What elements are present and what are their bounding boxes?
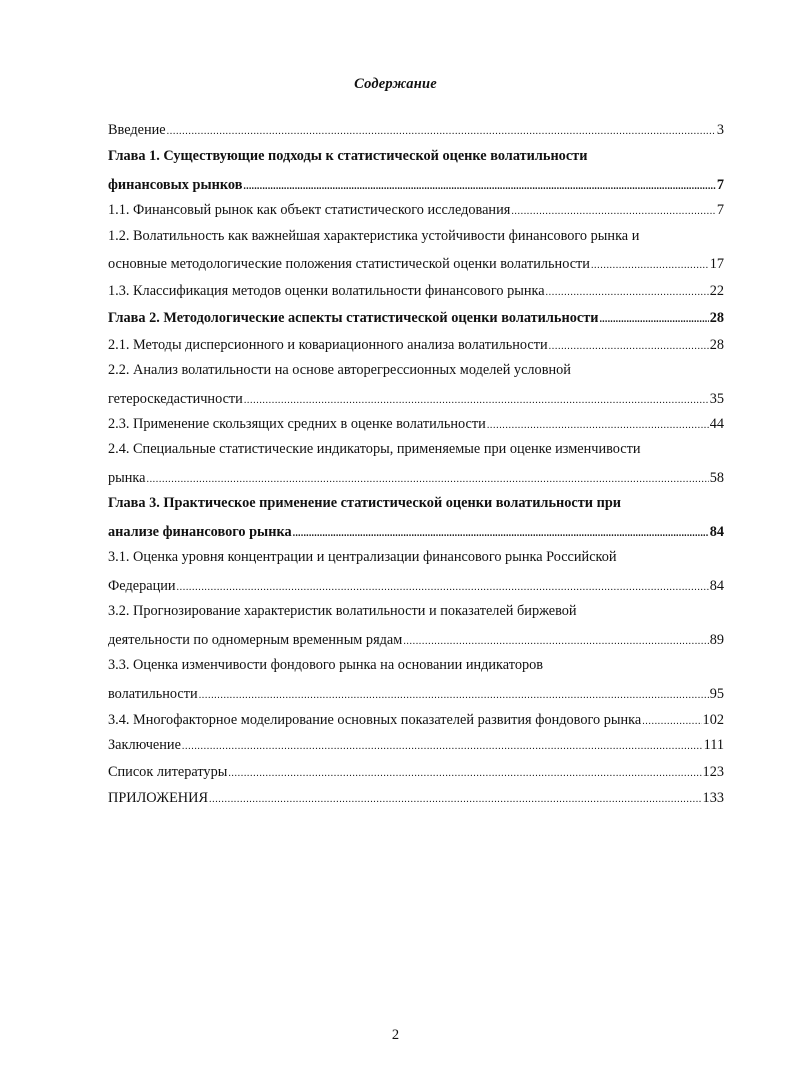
- toc-entry-text: Федерации: [108, 578, 176, 594]
- toc-page-number: 84: [709, 578, 724, 594]
- toc-entry[interactable]: [108, 684, 724, 704]
- toc-page-number: 3: [716, 122, 724, 138]
- toc-entry[interactable]: [108, 710, 724, 730]
- toc-leader-dots: [599, 308, 708, 322]
- toc-leader-dots: [403, 630, 708, 644]
- toc-entry-text: 2.2. Анализ волатильности на основе авторегрессионных моделей условной: [108, 362, 571, 378]
- toc-entry-text: 2.3. Применение скользящих средних в оценке волатильности: [108, 416, 486, 432]
- toc-leader-dots: [293, 522, 709, 536]
- toc-entry[interactable]: [108, 175, 724, 195]
- toc-entry[interactable]: [108, 441, 724, 461]
- toc-leader-dots: [546, 281, 709, 295]
- toc-page-number: 35: [709, 391, 724, 407]
- toc-leader-dots: [642, 710, 701, 724]
- toc-entry[interactable]: [108, 254, 724, 274]
- toc-page-number: 7: [716, 177, 724, 193]
- toc-leader-dots: [244, 389, 709, 403]
- toc-leader-dots: [511, 200, 716, 214]
- toc-entry[interactable]: [108, 788, 724, 808]
- toc-page-number: 84: [709, 524, 724, 540]
- toc-page-number: 133: [702, 790, 724, 806]
- toc-leader-dots: [182, 735, 703, 749]
- toc-leader-dots: [243, 175, 715, 189]
- toc-leader-dots: [177, 576, 709, 590]
- toc-entry[interactable]: [108, 389, 724, 409]
- toc-page-number: 58: [709, 470, 724, 486]
- toc-entry[interactable]: [108, 228, 724, 248]
- toc-page-number: 44: [709, 416, 724, 432]
- toc-entry-text: 1.1. Финансовый рынок как объект статистического исследования: [108, 202, 511, 218]
- toc-entry-text: Список литературы: [108, 764, 228, 780]
- toc-entry[interactable]: [108, 549, 724, 569]
- toc-entry-text: 2.4. Специальные статистические индикаторы, применяемые при оценке изменчивости: [108, 441, 641, 457]
- toc-entry-text: Глава 3. Практическое применение статистической оценки волатильности при: [108, 495, 622, 511]
- toc-entry[interactable]: [108, 468, 724, 488]
- toc-entry-text: деятельности по одномерным временным рядам: [108, 632, 403, 648]
- toc-entry[interactable]: [108, 603, 724, 623]
- toc-page-number: 7: [716, 202, 724, 218]
- toc-entry[interactable]: [108, 495, 724, 515]
- toc-entry[interactable]: [108, 657, 724, 677]
- toc-page-number: 89: [709, 632, 724, 648]
- toc-entry-text: волатильности: [108, 686, 198, 702]
- toc-entry-text: 3.1. Оценка уровня концентрации и централизации финансового рынка Российской: [108, 549, 617, 565]
- toc-page-number: 17: [709, 256, 724, 272]
- toc-leader-dots: [209, 788, 702, 802]
- toc-entry-text: 3.3. Оценка изменчивости фондового рынка на основании индикаторов: [108, 657, 544, 673]
- toc-page-number: 111: [703, 737, 724, 753]
- toc-entry-text: 3.4. Многофакторное моделирование основных показателей развития фондового рынка: [108, 712, 642, 728]
- toc-entry-text: ПРИЛОЖЕНИЯ: [108, 790, 208, 806]
- toc-entry-text: финансовых рынков: [108, 177, 243, 193]
- toc-leader-dots: [549, 335, 709, 349]
- page-title: Содержание: [354, 76, 437, 92]
- toc-entry-text: рынка: [108, 470, 146, 486]
- toc-entry-text: 3.2. Прогнозирование характеристик волатильности и показателей биржевой: [108, 603, 577, 619]
- toc-page-number: 22: [709, 283, 724, 299]
- toc-entry[interactable]: [108, 148, 724, 168]
- toc-entry-text: основные методологические положения статистической оценки волатильности: [108, 256, 590, 272]
- toc-entry[interactable]: [108, 308, 724, 328]
- toc-leader-dots: [146, 468, 708, 482]
- toc-entry[interactable]: [108, 576, 724, 596]
- toc-leader-dots: [591, 254, 709, 268]
- toc-entry[interactable]: [108, 735, 724, 755]
- toc-entry-text: Глава 1. Существующие подходы к статистической оценке волатильности: [108, 148, 588, 164]
- toc-leader-dots: [228, 762, 701, 776]
- toc-entry[interactable]: [108, 414, 724, 434]
- toc-leader-dots: [199, 684, 709, 698]
- toc-entry-text: 1.3. Классификация методов оценки волатильности финансового рынка: [108, 283, 545, 299]
- toc-entry-text: Заключение: [108, 737, 181, 753]
- toc-leader-dots: [167, 120, 716, 134]
- toc-entry-text: анализе финансового рынка: [108, 524, 292, 540]
- toc-page-number: 123: [702, 764, 724, 780]
- toc-page-number: 95: [709, 686, 724, 702]
- toc-page-number: 102: [702, 712, 724, 728]
- toc-entry-text: 1.2. Волатильность как важнейшая характеристика устойчивости финансового рынка и: [108, 228, 640, 244]
- toc-entry-text: гетероскедастичности: [108, 391, 243, 407]
- toc-entry[interactable]: [108, 281, 724, 301]
- toc-leader-dots: [487, 414, 709, 428]
- toc-entry[interactable]: [108, 630, 724, 650]
- toc-page-number: 28: [709, 337, 724, 353]
- toc-entry[interactable]: [108, 335, 724, 355]
- toc-entry-text: Введение: [108, 122, 166, 138]
- toc-entry[interactable]: [108, 120, 724, 140]
- toc-entry[interactable]: [108, 362, 724, 382]
- toc-entry[interactable]: [108, 762, 724, 782]
- page-number: 2: [391, 1027, 400, 1043]
- toc-page-number: 28: [709, 310, 724, 326]
- toc-entry[interactable]: [108, 522, 724, 542]
- toc-entry-text: 2.1. Методы дисперсионного и ковариационного анализа волатильности: [108, 337, 548, 353]
- toc-entry-text: Глава 2. Методологические аспекты статистической оценки волатильности: [108, 310, 599, 326]
- toc-entry[interactable]: [108, 200, 724, 220]
